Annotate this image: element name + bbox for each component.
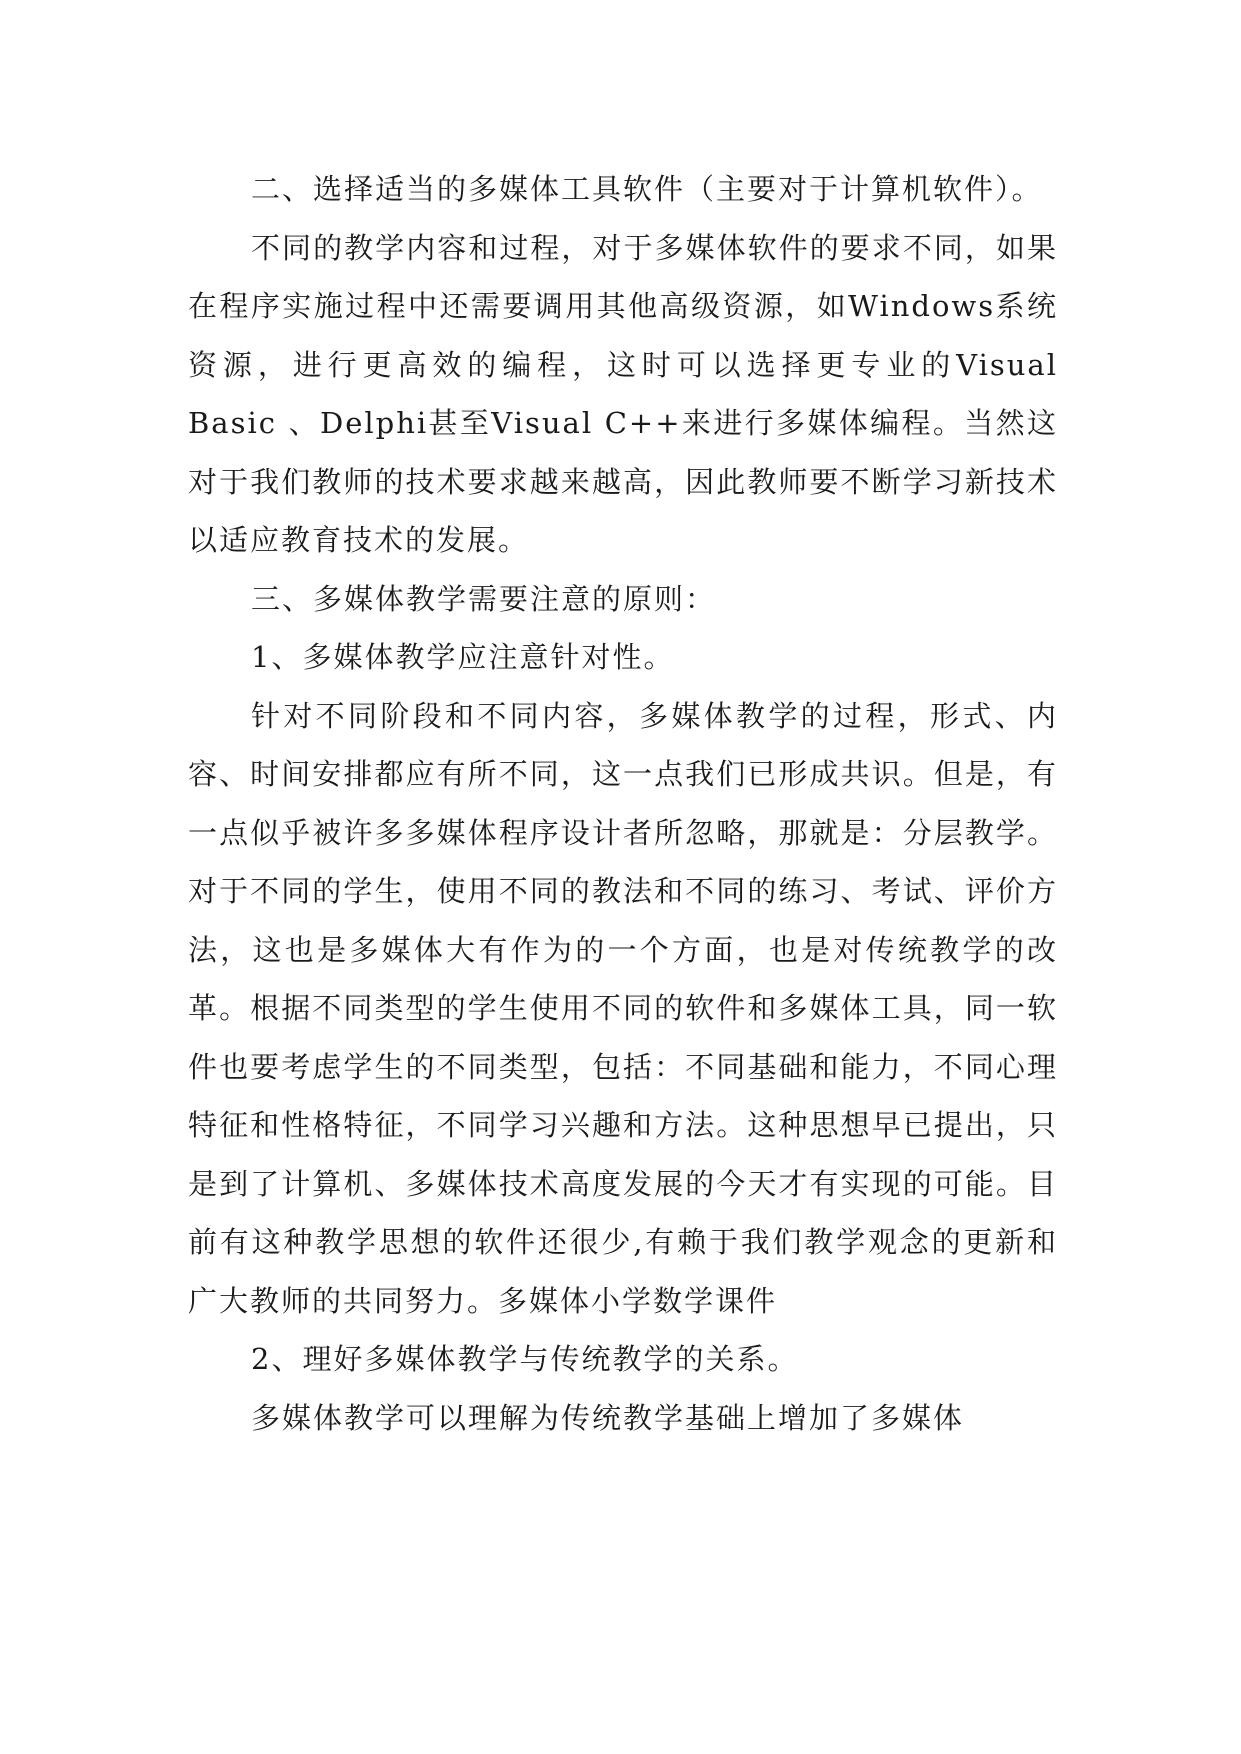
paragraph-software-choice: 不同的教学内容和过程，对于多媒体软件的要求不同，如果在程序实施过程中还需要调用其他高级资源，如Windows系统资源，进行更高效的编程，这时可以选择更专业的Visual Basic 、Delphi甚至Visual C++来进行多媒体编程。当然这对于我们教师的技术要求越来越高，因此教师要不断学习新技术以适应教育技术的发展。	[188, 230, 1058, 557]
paragraph-multimedia-definition: 多媒体教学可以理解为传统教学基础上增加了多媒体	[251, 1400, 965, 1435]
paragraph-heading-3: 三、多媒体教学需要注意的原则：	[251, 581, 717, 616]
paragraph-heading-2: 二、选择适当的多媒体工具软件（主要对于计算机软件）。	[251, 172, 1043, 206]
paragraph-principle-1: 1、多媒体教学应注意针对性。	[251, 640, 675, 674]
document-body	[188, 160, 1058, 1447]
paragraph-principle-2: 2、理好多媒体教学与传统教学的关系。	[251, 1342, 799, 1376]
paragraph-layered-teaching: 针对不同阶段和不同内容，多媒体教学的过程，形式、内容、时间安排都应有所不同，这一点我们已形成共识。但是，有一点似乎被许多多媒体程序设计者所忽略，那就是：分层教学。对于不同的学生，使用不同的教法和不同的练习、考试、评价方法，这也是多媒体大有作为的一个方面，也是对传统教学的改革。根据不同类型的学生使用不同的软件和多媒体工具，同一软件也要考虑学生的不同类型，包括：不同基础和能力，不同心理特征和性格特征，不同学习兴趣和方法。这种思想早已提出，只是到了计算机、多媒体技术高度发展的今天才有实现的可能。目前有这种教学思想的软件还很少,有赖于我们教学观念的更新和广大教师的共同努力。多媒体小学数学课件	[188, 698, 1058, 1318]
